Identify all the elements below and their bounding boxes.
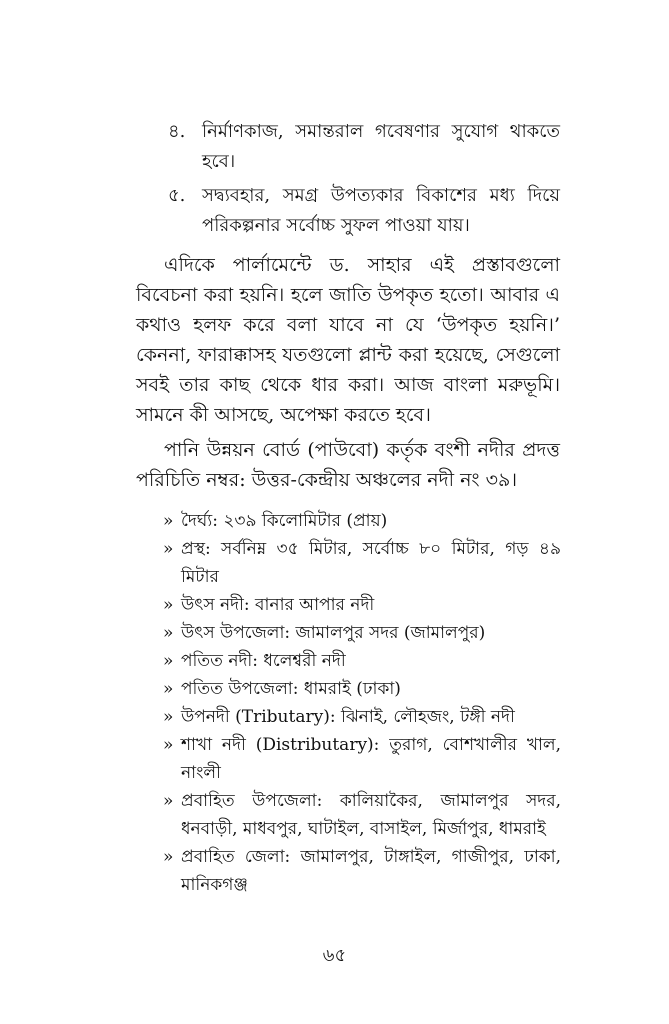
bullet-icon: »: [163, 847, 174, 867]
bullet-icon: »: [163, 511, 174, 531]
info-distributary: » শাখা নদী (Distributary): তুরাগ, বোশখালীর খাল, নাংলী: [163, 731, 561, 787]
paragraph-river-id: পানি উন্নয়ন বোর্ড (পাউবো) কর্তৃক বংশী নদীর প্রদত্ত পরিচিতি নম্বর: উত্তর-কেন্দ্রীয় অঞ্চলের নদী নং ৩৯।: [136, 439, 560, 491]
page-number: ৬৫: [322, 945, 347, 966]
bullet-icon: »: [163, 595, 174, 615]
bullet-icon: »: [163, 679, 174, 699]
numbered-item-5: [168, 181, 560, 241]
bullet-icon: »: [163, 651, 174, 671]
info-length: » দৈর্ঘ্য: ২৩৯ কিলোমিটার (প্রায়): [163, 507, 561, 535]
bullet-icon: »: [163, 707, 174, 727]
item-number: ৪.: [168, 121, 186, 142]
numbered-item-4: [168, 117, 560, 177]
bullet-icon: »: [163, 735, 174, 755]
info-outfall-upazila: » পতিত উপজেলা: ধামরাই (ঢাকা): [163, 675, 561, 703]
item-number: ৫.: [168, 185, 186, 206]
info-source-upazila: » উৎস উপজেলা: জামালপুর সদর (জামালপুর): [163, 619, 561, 647]
bullet-icon: »: [163, 623, 174, 643]
river-info-list: [163, 507, 561, 899]
info-flowing-upazila: » প্রবাহিত উপজেলা: কালিয়াকৈর, জামালপুর সদর, ধনবাড়ী, মাধবপুর, ঘাটাইল, বাসাইল, মির্জাপুর, ধামরাই: [163, 787, 561, 843]
paragraph-parliament: এদিকে পার্লামেন্টে ড. সাহার এই প্রস্তাবগুলো বিবেচনা করা হয়নি। হলে জাতি উপকৃত হতো। আবার এ কথাও হলফ করে বলা যাবে না যে ‘উপকৃত হয়নি।’ কেননা, ফারাক্কাসহ যতগুলো প্লান্ট করা হয়েছে, সেগুলো সবই তার কাছ থেকে ধার করা। আজ বাংলা মরুভূমি। সামনে কী আসছে, অপেক্ষা করতে হবে।: [136, 254, 560, 426]
info-flowing-district: » প্রবাহিত জেলা: জামালপুর, টাঙ্গাইল, গাজীপুর, ঢাকা, মানিকগঞ্জ: [163, 843, 561, 899]
info-width: » প্রস্থ: সর্বনিম্ন ৩৫ মিটার, সর্বোচ্চ ৮০ মিটার, গড় ৪৯ মিটার: [163, 535, 561, 591]
bullet-icon: »: [163, 539, 174, 559]
info-source-river: » উৎস নদী: বানার আপার নদী: [163, 591, 561, 619]
bullet-icon: »: [163, 791, 174, 811]
info-tributary: » উপনদী (Tributary): ঝিনাই, লৌহজং, টঙ্গী নদী: [163, 703, 561, 731]
item-text: সদ্ব্যবহার, সমগ্র উপত্যকার বিকাশের মধ্য দিয়ে পরিকল্পনার সর্বোচ্চ সুফল পাওয়া যায়।: [202, 185, 560, 236]
item-text: নির্মাণকাজ, সমান্তরাল গবেষণার সুযোগ থাকতে হবে।: [202, 121, 560, 172]
info-outfall-river: » পতিত নদী: ধলেশ্বরী নদী: [163, 647, 561, 675]
